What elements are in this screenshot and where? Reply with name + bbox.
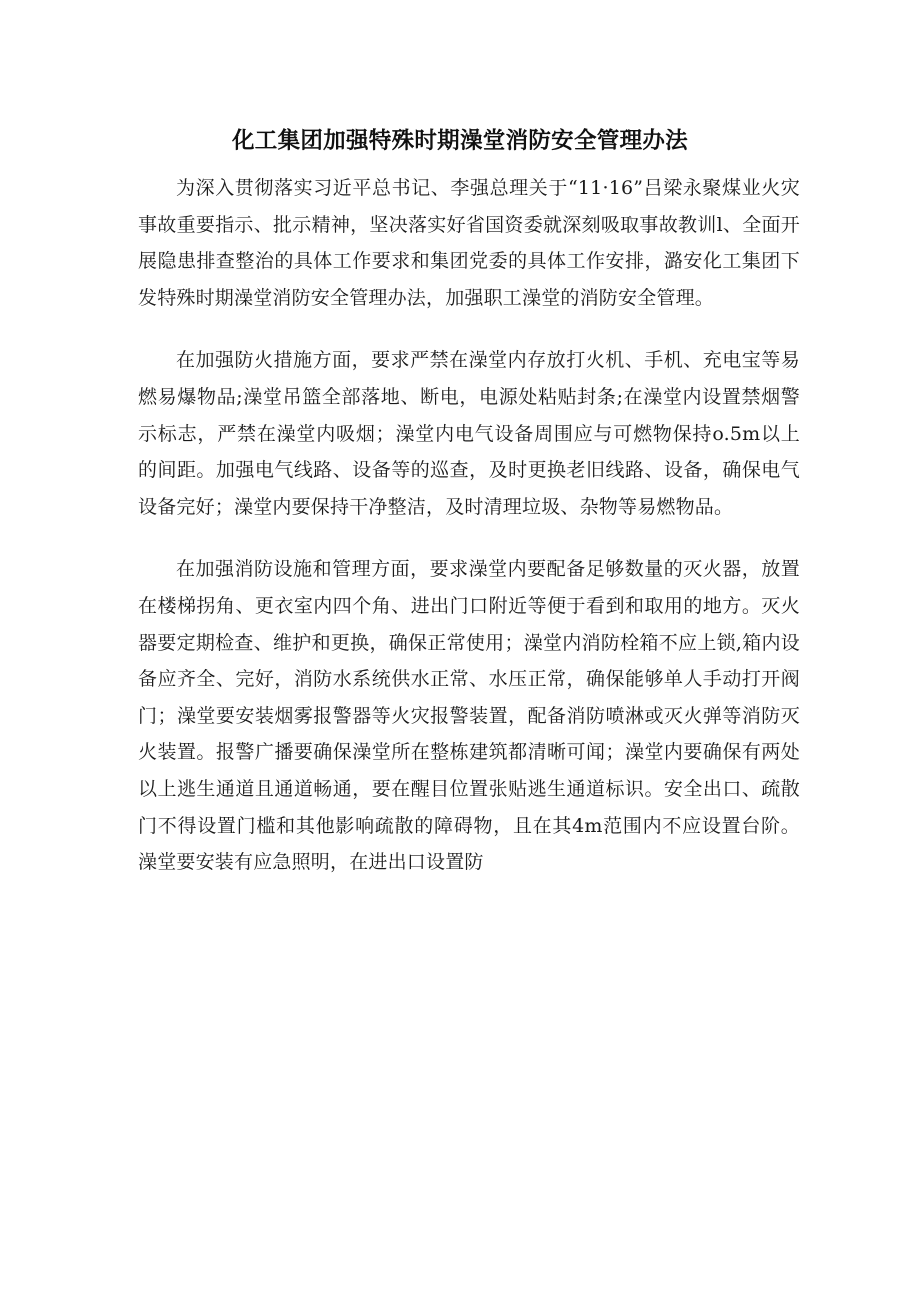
paragraph-fire-facilities: 在加强消防设施和管理方面，要求澡堂内要配备足够数量的灭火器，放置在楼梯拐角、更衣室内四个角、进出门口附近等便于看到和取用的地方。灭火器要定期检查、维护和更换，确保正常使用；澡堂内消防栓箱不应上锁,箱内设备应齐全、完好，消防水系统供水正常、水压正常，确保能够单人手动打开阀门；澡堂要安装烟雾报警器等火灾报警装置，配备消防喷淋或灭火弹等消防灭火装置。报警广播要确保澡堂所在整栋建筑都清晰可闻；澡堂内要确保有两处以上逃生通道且通道畅通，要在醒目位置张贴逃生通道标识。安全出口、疏散门不得设置门槛和其他影响疏散的障碍物，且在其4m范围内不应设置台阶。澡堂要安装有应急照明，在进出口设置防 xyxy=(138,558,800,874)
document-title: 化工集团加强特殊时期澡堂消防安全管理办法 xyxy=(231,128,688,154)
paragraph-fire-prevention: 在加强防火措施方面，要求严禁在澡堂内存放打火机、手机、充电宝等易燃易爆物品;澡堂吊篮全部落地、断电，电源处粘贴封条;在澡堂内设置禁烟警示标志，严禁在澡堂内吸烟；澡堂内电气设备周围应与可燃物保持o.5m以上的间距。加强电气线路、设备等的巡查，及时更换老旧线路、设备，确保电气设备完好；澡堂内要保持干净整洁，及时清理垃圾、杂物等易燃物品。 xyxy=(138,349,800,518)
paragraph-intro: 为深入贯彻落实习近平总书记、李强总理关于“11·16”吕梁永聚煤业火灾事故重要指示、批示精神，坚决落实好省国资委就深刻吸取事故教训l、全面开展隐患排查整治的具体工作要求和集团党委的具体工作安排，潞安化工集团下发特殊时期澡堂消防安全管理办法，加强职工澡堂的消防安全管理。 xyxy=(138,177,800,309)
